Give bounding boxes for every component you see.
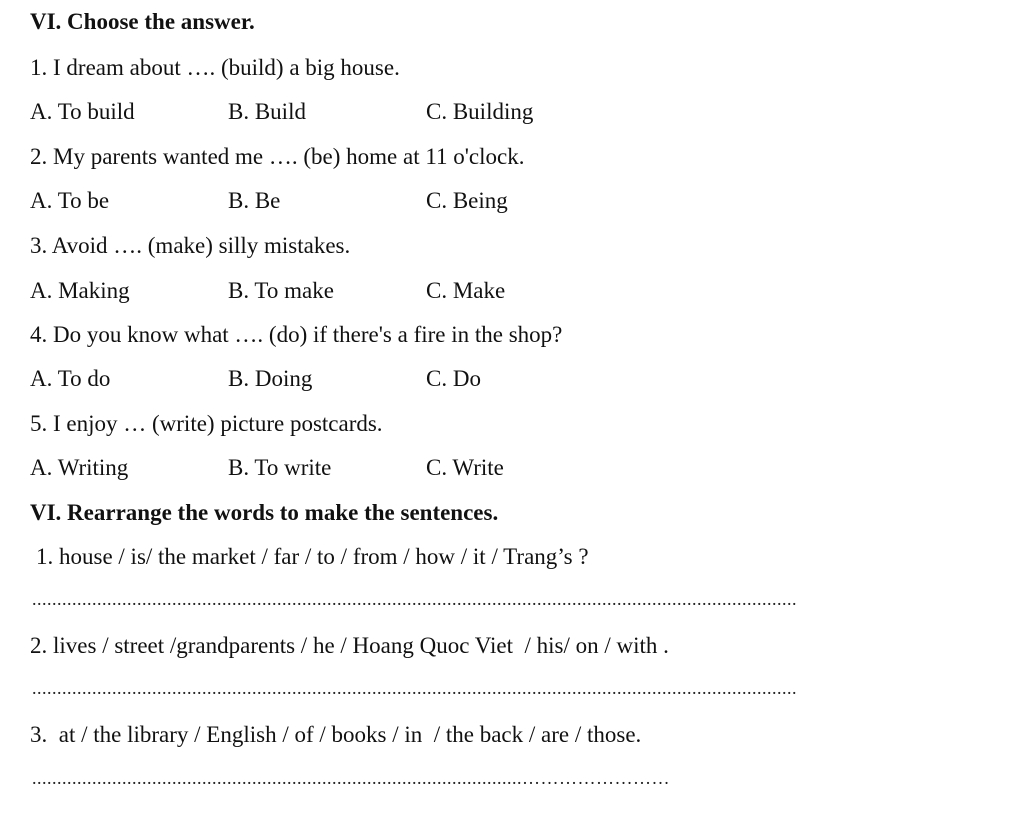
question-4-text: 4. Do you know what …. (do) if there's a fire in the shop? (30, 322, 563, 347)
question-2-text: 2. My parents wanted me …. (be) home at 11 o'clock. (30, 144, 525, 169)
question-1-text: 1. I dream about …. (build) a big house. (30, 55, 400, 80)
rearrange-item-2-answer-line: ......................................................................................................................................................... (32, 679, 797, 697)
question-3-text: 3. Avoid …. (make) silly mistakes. (30, 233, 351, 258)
rearrange-item-3-text: 3. at / the library / English / of / books / in / the back / are / those. (30, 722, 642, 747)
question-4-option-b: B. Doing (228, 366, 313, 391)
question-4-option-c: C. Do (426, 366, 481, 391)
question-5-option-a: A. Writing (30, 455, 129, 480)
rearrange-item-1-answer-line: ......................................................................................................................................................... (32, 590, 797, 608)
question-2-option-b: B. Be (228, 188, 281, 213)
section-title-choose-answer: VI. Choose the answer. (30, 9, 255, 34)
question-5-text: 5. I enjoy … (write) picture postcards. (30, 411, 383, 436)
question-3-option-b: B. To make (228, 278, 334, 303)
question-1-option-c: C. Building (426, 99, 534, 124)
section-title-rearrange: VI. Rearrange the words to make the sentences. (30, 500, 499, 525)
question-2-option-a: A. To be (30, 188, 110, 213)
question-5-option-b: B. To write (228, 455, 332, 480)
question-3-option-a: A. Making (30, 278, 130, 303)
rearrange-item-3-answer-line: ..................................................................................................…………………… (32, 769, 670, 787)
question-1-option-b: B. Build (228, 99, 306, 124)
rearrange-item-1-text: 1. house / is/ the market / far / to / from / how / it / Trang’s ? (36, 544, 589, 569)
rearrange-item-2-text: 2. lives / street /grandparents / he / Hoang Quoc Viet / his/ on / with . (30, 633, 669, 658)
question-1-option-a: A. To build (30, 99, 135, 124)
question-5-option-c: C. Write (426, 455, 504, 480)
question-2-option-c: C. Being (426, 188, 508, 213)
question-3-option-c: C. Make (426, 278, 506, 303)
question-4-option-a: A. To do (30, 366, 111, 391)
